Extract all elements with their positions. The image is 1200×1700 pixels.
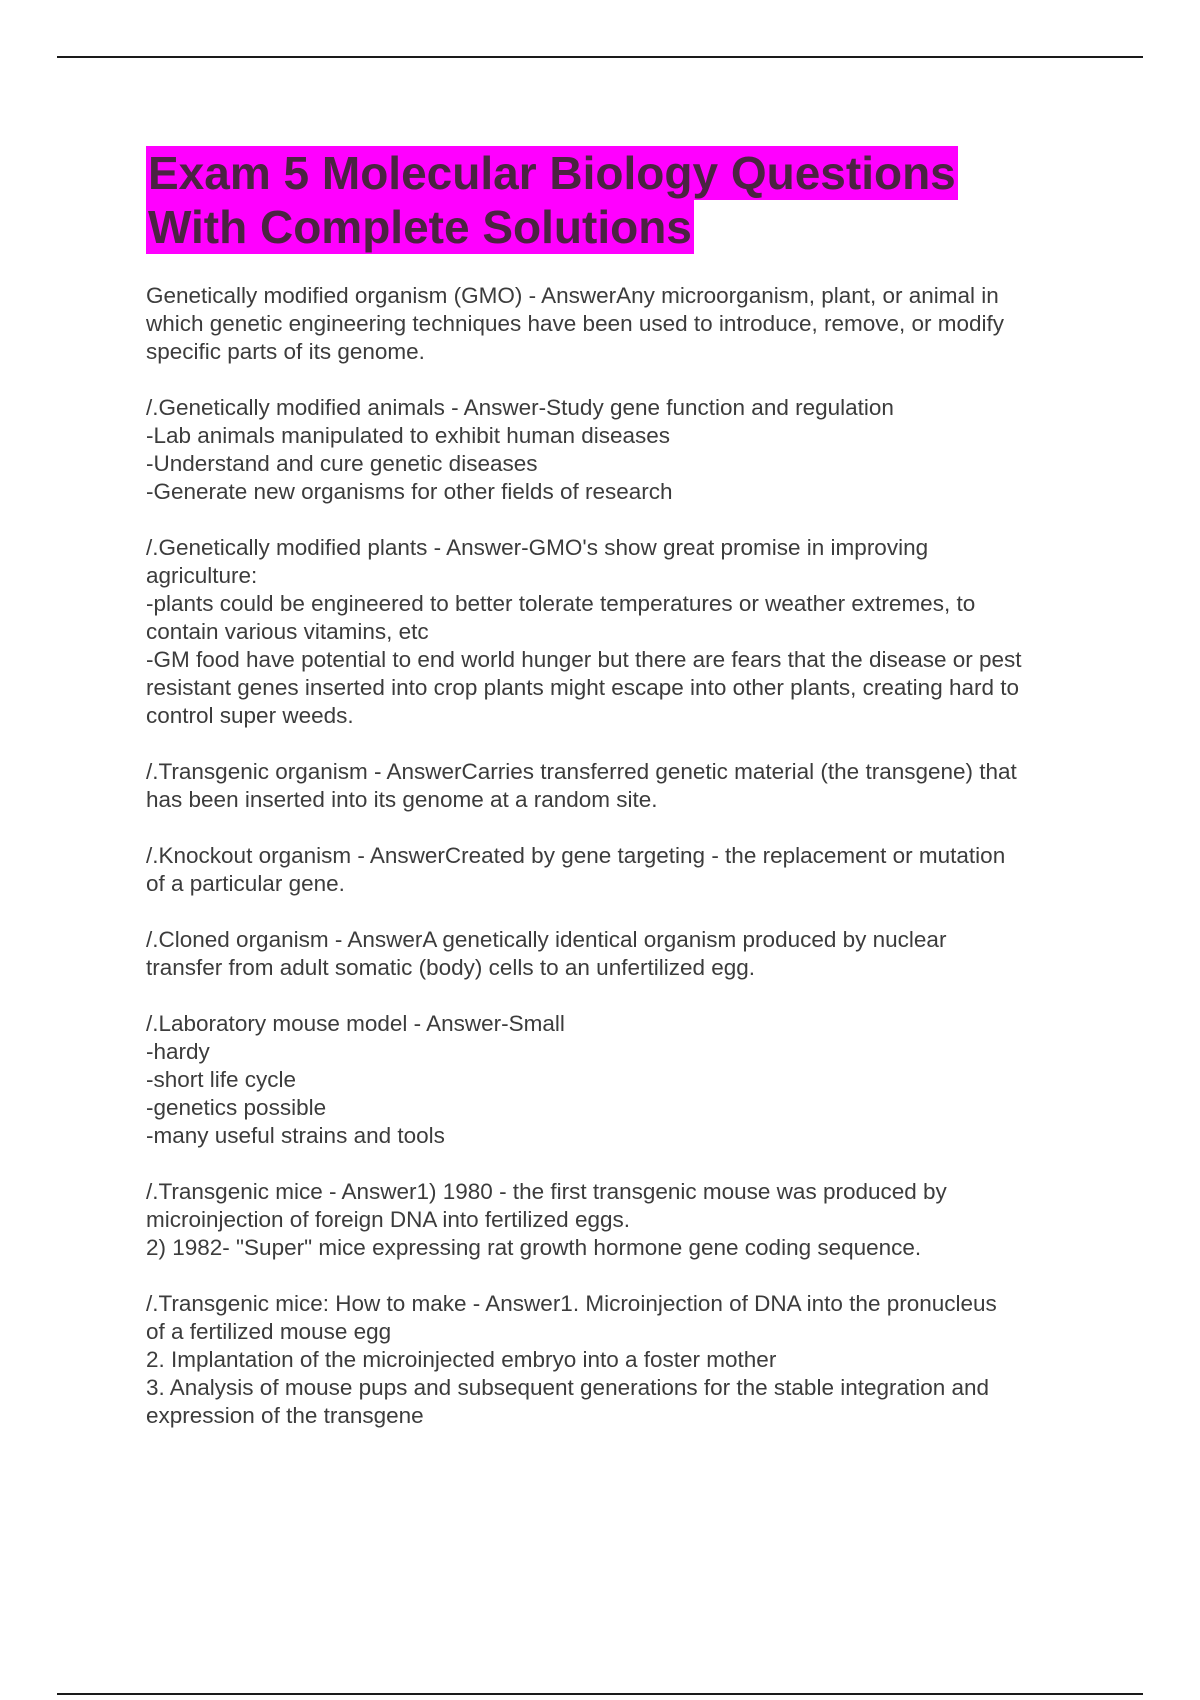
header-rule	[57, 56, 1143, 58]
entry-line: -Understand and cure genetic diseases	[146, 451, 538, 476]
entry-line: which genetic engineering techniques have been used to introduce, remove, or modify	[146, 311, 1005, 336]
qa-entry-cloned-organism	[146, 926, 1096, 982]
entry-line: /.Genetically modified animals - Answer-Study gene function and regulation	[146, 395, 894, 420]
document-title	[146, 146, 1096, 254]
entry-line: /.Laboratory mouse model - Answer-Small	[146, 1011, 565, 1036]
entry-line: /.Transgenic mice - Answer1) 1980 - the first transgenic mouse was produced by	[146, 1179, 947, 1204]
entry-line: control super weeds.	[146, 703, 354, 728]
entry-line: 3. Analysis of mouse pups and subsequent generations for the stable integration and	[146, 1375, 990, 1400]
qa-entry-gm-plants	[146, 534, 1096, 730]
entry-line: /.Transgenic organism - AnswerCarries transferred genetic material (the transgene) that	[146, 759, 1017, 784]
entry-line: /.Genetically modified plants - Answer-GMO's show great promise in improving	[146, 535, 929, 560]
entry-line: 2) 1982- "Super" mice expressing rat growth hormone gene coding sequence.	[146, 1235, 922, 1260]
entry-line: 2. Implantation of the microinjected embryo into a foster mother	[146, 1347, 777, 1372]
entry-line: agriculture:	[146, 563, 258, 588]
qa-entry-gmo	[146, 282, 1096, 366]
entry-line: of a fertilized mouse egg	[146, 1319, 392, 1344]
entry-line: -short life cycle	[146, 1067, 297, 1092]
title-line: Exam 5 Molecular Biology Questions	[148, 147, 956, 199]
footer-rule	[57, 1693, 1143, 1695]
document-body	[146, 146, 1096, 1458]
entry-line: -many useful strains and tools	[146, 1123, 445, 1148]
entry-line: -genetics possible	[146, 1095, 327, 1120]
entry-line: /.Transgenic mice: How to make - Answer1. Microinjection of DNA into the pronucleus	[146, 1291, 997, 1316]
entry-line: expression of the transgene	[146, 1403, 424, 1428]
qa-entry-lab-mouse-model	[146, 1010, 1096, 1150]
entry-line: /.Knockout organism - AnswerCreated by gene targeting - the replacement or mutation	[146, 843, 1006, 868]
entry-line: resistant genes inserted into crop plants might escape into other plants, creating hard to	[146, 675, 1020, 700]
entry-line: contain various vitamins, etc	[146, 619, 429, 644]
entry-line: has been inserted into its genome at a random site.	[146, 787, 658, 812]
entry-line: -plants could be engineered to better tolerate temperatures or weather extremes, to	[146, 591, 976, 616]
entry-line: -hardy	[146, 1039, 210, 1064]
entry-line: /.Cloned organism - AnswerA genetically identical organism produced by nuclear	[146, 927, 947, 952]
qa-entry-transgenic-organism	[146, 758, 1096, 814]
entry-line: -Lab animals manipulated to exhibit human diseases	[146, 423, 671, 448]
qa-entry-gm-animals	[146, 394, 1096, 506]
entry-line: of a particular gene.	[146, 871, 345, 896]
qa-entry-transgenic-mice-how-to	[146, 1290, 1096, 1430]
entry-line: Genetically modified organism (GMO) - AnswerAny microorganism, plant, or animal in	[146, 283, 999, 308]
qa-entry-transgenic-mice	[146, 1178, 1096, 1262]
entry-line: microinjection of foreign DNA into fertilized eggs.	[146, 1207, 630, 1232]
title-line: With Complete Solutions	[148, 201, 692, 253]
qa-entry-knockout-organism	[146, 842, 1096, 898]
entry-line: -Generate new organisms for other fields of research	[146, 479, 673, 504]
entry-line: specific parts of its genome.	[146, 339, 425, 364]
entry-line: -GM food have potential to end world hunger but there are fears that the disease or pest	[146, 647, 1022, 672]
entry-line: transfer from adult somatic (body) cells to an unfertilized egg.	[146, 955, 756, 980]
